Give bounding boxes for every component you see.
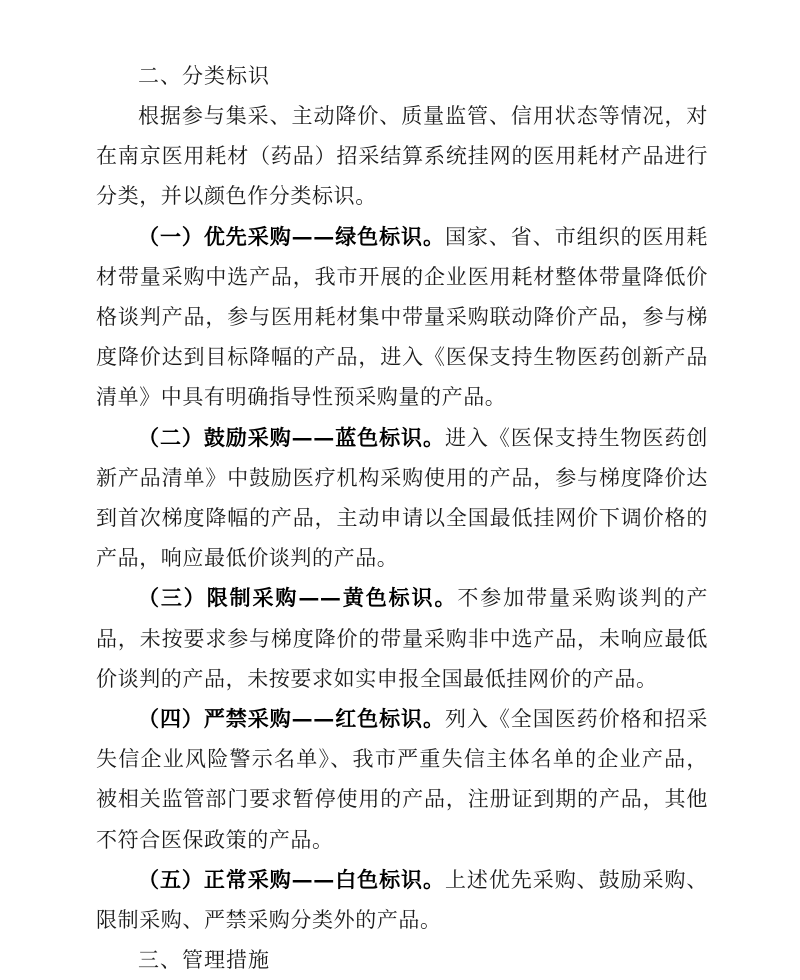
category-title: （五）正常采购——白色标识。 (138, 866, 445, 892)
section-heading-classification: 二、分类标识 (138, 64, 270, 88)
intro-paragraph: 根据参与集采、主动降价、质量监管、信用状态等情况，对在南京医用耗材（药品）招采结算系统挂网的医用耗材产品进行分类，并以颜色作分类标识。 (96, 104, 708, 209)
section-heading-management: 三、管理措施 (138, 948, 270, 973)
category-item-blue (96, 418, 708, 579)
category-title: （二）鼓励采购——蓝色标识。 (138, 424, 445, 450)
category-item-yellow (96, 578, 708, 699)
category-body: 不参加带量采购谈判的产品，未按要求参与梯度降价的带量采购非中选产品，未响应最低价谈判的产品，未按要求如实申报全国最低挂网价的产品。 (96, 586, 708, 691)
category-body: 列入《全国医药价格和招采失信企业风险警示名单》、我市严重失信主体名单的企业产品，被相关监管部门要求暂停使用的产品，注册证到期的产品，其他不符合医保政策的产品。 (96, 707, 708, 852)
category-title: （一）优先采购——绿色标识。 (138, 223, 445, 249)
category-item-white (96, 860, 708, 940)
category-item-red (96, 699, 708, 860)
category-body: 进入《医保支持生物医药创新产品清单》中鼓励医疗机构采购使用的产品，参与梯度降价达到首次梯度降幅的产品，主动申请以全国最低挂网价下调价格的产品，响应最低价谈判的产品。 (96, 425, 708, 571)
category-item-green (96, 217, 708, 418)
category-body: 国家、省、市组织的医用耗材带量采购中选产品，我市开展的企业医用耗材整体带量降低价格谈判产品，参与医用耗材集中带量采购联动降价产品，参与梯度降价达到目标降幅的产品，进入《医保支持生物医药创新产品清单》中具有明确指导性预采购量的产品。 (96, 224, 708, 410)
document-page (96, 56, 708, 980)
category-body: 上述优先采购、鼓励采购、限制采购、严禁采购分类外的产品。 (96, 867, 708, 933)
category-title: （四）严禁采购——红色标识。 (138, 706, 445, 732)
category-title: （三）限制采购——黄色标识。 (138, 585, 458, 611)
